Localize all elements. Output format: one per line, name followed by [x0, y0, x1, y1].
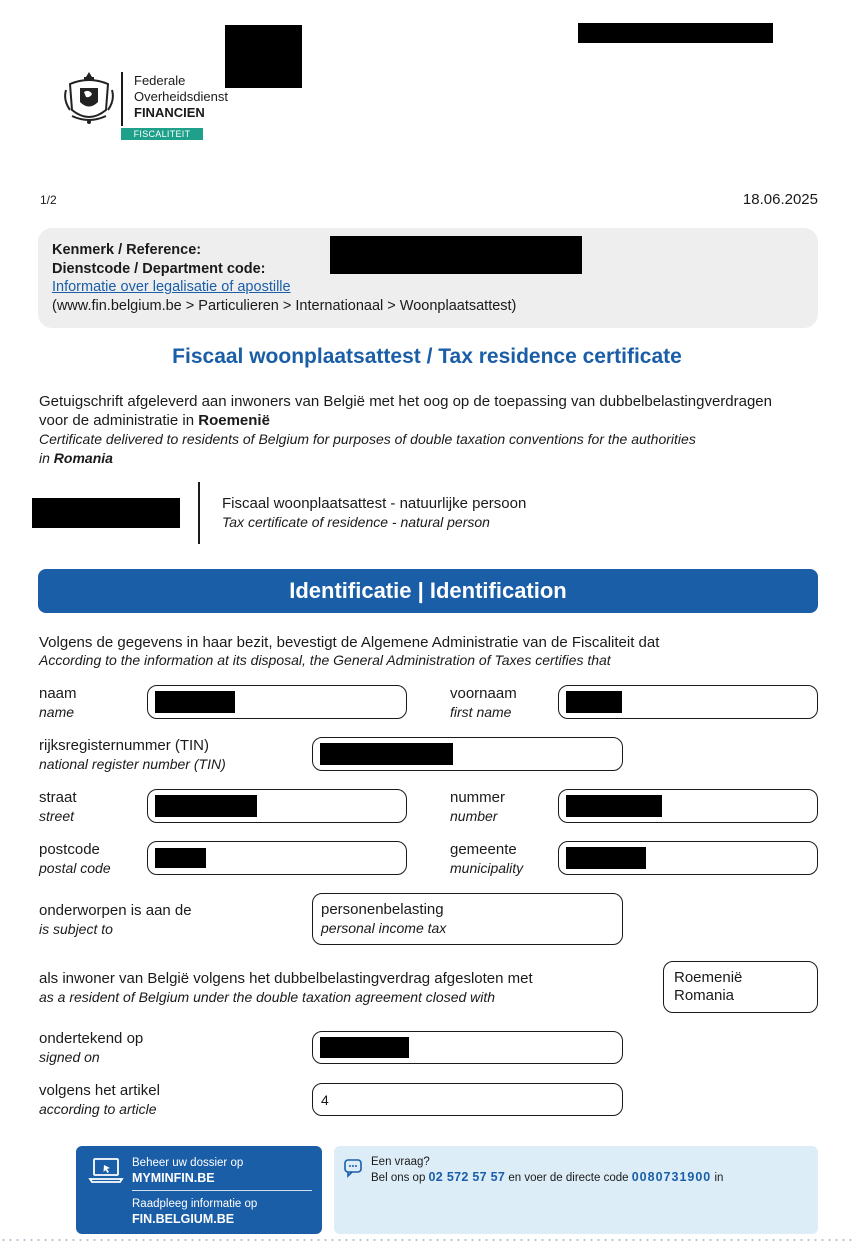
redacted-block — [320, 743, 453, 765]
chat-bubble-icon — [343, 1158, 363, 1178]
myminfin-link[interactable]: MYMINFIN.BE — [132, 1171, 215, 1185]
cert-type-nl: Fiscaal woonplaatsattest - natuurlijke persoon — [222, 495, 527, 512]
redacted-block — [155, 848, 206, 868]
reference-path: (www.fin.belgium.be > Particulieren > Internationaal > Woonplaatsattest) — [52, 298, 517, 314]
treaty-country-en: Romania — [674, 987, 735, 1004]
article-value: 4 — [321, 1092, 329, 1108]
signed-on-label-nl: ondertekend op — [39, 1030, 144, 1047]
resident-label-en: as a resident of Belgium under the double taxation agreement closed with — [39, 989, 496, 1005]
intro-en-line2 — [39, 449, 113, 468]
intro-nl-prefix: voor de administratie in — [39, 412, 199, 429]
fin-belgium-link[interactable]: FIN.BELGIUM.BE — [132, 1212, 235, 1226]
intro-nl-line1: Getuigschrift afgeleverd aan inwoners van België met het oog op de toepassing van dubbelbelastingverdragen — [39, 393, 772, 410]
dienstcode-label: Dienstcode / Department code: — [52, 261, 266, 277]
naam-label: naam — [39, 685, 77, 702]
phone-number[interactable]: 02 572 57 57 — [428, 1170, 506, 1184]
footer-myminfin-caption: Beheer uw dossier op — [132, 1157, 244, 1169]
article-label-nl: volgens het artikel — [39, 1082, 160, 1099]
rijksregister-label: rijksregisternummer (TIN) — [39, 737, 210, 754]
kenmerk-label: Kenmerk / Reference: — [52, 242, 202, 258]
cert-type-divider — [198, 482, 200, 544]
apostille-info-link[interactable]: Informatie over legalisatie of apostille — [52, 279, 291, 295]
subject-to-value-nl: personenbelasting — [321, 901, 444, 918]
postcode-label: postcode — [39, 841, 100, 858]
page-number: 1/2 — [40, 193, 57, 207]
nummer-label: nummer — [450, 789, 506, 806]
subject-to-label-en: is subject to — [39, 921, 113, 937]
redacted-block — [330, 236, 582, 274]
first-name-label: first name — [450, 704, 512, 720]
document-date: 18.06.2025 — [742, 191, 818, 208]
postal-code-label: postal code — [39, 860, 111, 876]
gemeente-label: gemeente — [450, 841, 517, 858]
treaty-country-nl: Roemenië — [674, 969, 743, 986]
cert-type-en: Tax certificate of residence - natural person — [222, 514, 490, 530]
logo-text — [134, 73, 228, 121]
footer-fin-caption: Raadpleeg informatie op — [132, 1198, 258, 1210]
document-title: Fiscaal woonplaatsattest / Tax residence certificate — [172, 345, 682, 368]
national-register-label: national register number (TIN) — [39, 756, 226, 772]
subject-to-value-en: personal income tax — [321, 920, 447, 936]
article-label-en: according to article — [39, 1101, 157, 1117]
name-label: name — [39, 704, 75, 720]
fiscaliteit-badge: FISCALITEIT — [121, 128, 203, 140]
treaty-country-field — [663, 961, 818, 1013]
subject-to-label-nl: onderworpen is aan de — [39, 902, 192, 919]
redacted-block — [566, 691, 622, 713]
resident-label-nl: als inwoner van België volgens het dubbelbelastingverdrag afgesloten met — [39, 970, 533, 987]
intro-en-line1: Certificate delivered to residents of Belgium for purposes of double taxation conventions for the authorities — [39, 431, 696, 447]
call-suffix: in — [711, 1172, 724, 1184]
section-intro-nl: Volgens de gegevens in haar bezit, bevestigt de Algemene Administratie van de Fiscaliteit dat — [39, 634, 660, 651]
intro-nl-line2 — [39, 411, 270, 430]
redacted-block — [320, 1037, 409, 1058]
footer-contact-box — [334, 1146, 818, 1234]
identification-section-header: Identificatie | Identification — [38, 569, 818, 613]
redacted-block — [578, 23, 773, 43]
redacted-block — [566, 847, 646, 869]
footer-links-box — [76, 1146, 322, 1234]
logo-line-federale: Federale — [134, 73, 186, 88]
number-label: number — [450, 808, 498, 824]
logo-line-overheidsdienst: Overheidsdienst — [134, 89, 228, 104]
redacted-block — [155, 691, 235, 713]
footer-question: Een vraag? — [371, 1156, 430, 1168]
call-middle: en voer de directe code — [505, 1172, 632, 1184]
straat-label: straat — [39, 789, 77, 806]
article-field — [312, 1083, 623, 1116]
belgian-coat-of-arms-icon — [62, 70, 116, 126]
subject-to-field — [312, 893, 623, 945]
intro-en-prefix: in — [39, 450, 54, 466]
footer-divider — [132, 1190, 312, 1191]
redacted-block — [225, 25, 302, 88]
intro-en-country: Romania — [53, 450, 113, 466]
logo-line-financien: FINANCIEN — [134, 105, 205, 120]
direct-code: 0080731900 — [631, 1170, 712, 1184]
municipality-label: municipality — [450, 860, 524, 876]
voornaam-label: voornaam — [450, 685, 517, 702]
redacted-block — [32, 498, 180, 528]
signed-on-label-en: signed on — [39, 1049, 100, 1065]
redacted-block — [566, 795, 662, 817]
logo-divider — [121, 72, 123, 126]
street-label: street — [39, 808, 75, 824]
intro-nl-country: Roemenië — [198, 412, 270, 429]
footer-call-line — [371, 1170, 723, 1185]
redacted-block — [155, 795, 257, 817]
section-intro-en: According to the information at its disposal, the General Administration of Taxes certifies that — [39, 652, 611, 668]
footer-dotted-line — [0, 1238, 854, 1242]
call-prefix: Bel ons op — [371, 1172, 429, 1184]
laptop-icon — [88, 1156, 124, 1184]
